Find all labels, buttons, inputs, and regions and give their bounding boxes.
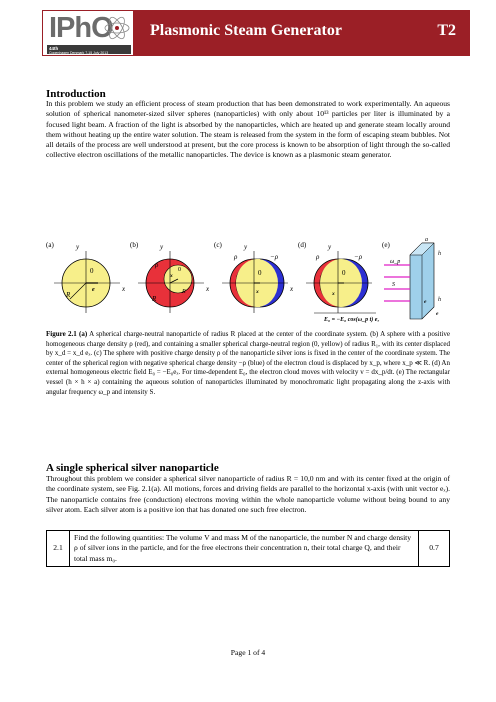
page-number: Page 1 of 4 [230,648,266,657]
panel-d [306,243,379,323]
svg-text:e: e [424,299,427,305]
logo-subtitle: Copenhagen Denmark 7-15 July 2013 [49,51,109,55]
figure-caption [46,330,450,397]
panel-b [138,243,210,313]
section-heading: A single spherical silver nanoparticle [46,462,219,474]
page-title: Plasmonic Steam Generator [150,22,342,39]
svg-text:0: 0 [178,267,181,273]
svg-text:y: y [328,243,332,251]
intro-heading: Introduction [46,88,106,100]
task-number: T2 [437,22,456,39]
svg-text:e: e [436,311,439,317]
svg-text:y: y [76,243,80,251]
logo-edition: 44th [49,46,59,51]
question-row [47,531,450,567]
section-paragraph: Throughout this problem we consider a spherical silver nanoparticle of radius R = 10,0 nm and with its center fixed at the origin of the coordinate system, see Fig. 2.1(a). All motions, forces and driving fields are parallel to the horizontal x-axis (with unit vector eₓ). The nanoparticle contains free (conduction) electrons moving within the whole nanoparticle volume without being bound to any silver atom. Each silver atom is a positive ion that has donated one such free electron. [46,474,450,514]
svg-text:x: x [332,291,335,297]
panel-label-a: (a) [46,241,54,249]
svg-text:R: R [182,289,186,295]
caption-label: Figure 2.1 (a) [46,330,88,338]
svg-text:x: x [290,285,294,293]
svg-text:ρ: ρ [155,261,159,269]
svg-text:ω_p: ω_p [390,259,401,265]
svg-text:−ρ: −ρ [270,253,279,261]
svg-text:0: 0 [342,269,346,277]
question-points: 0.7 [419,531,450,567]
figure-2-1 [46,235,446,325]
svg-text:x: x [170,273,173,279]
svg-text:x: x [256,289,259,295]
svg-text:y: y [160,243,164,251]
question-text: Find the following quantities: The volume V and mass M of the nanoparticle, the number N and charge density ρ of silver ions in the particle, and for the free electrons their concentration n, their total charge Q, and their total mass m₀. [70,531,419,567]
question-number: 2.1 [47,531,70,567]
svg-text:h: h [438,297,441,303]
svg-text:e: e [92,287,95,293]
panel-label-e: (e) [382,241,390,249]
panel-label-c: (c) [214,241,222,249]
svg-text:S: S [392,282,395,288]
logo-text: IPhO [49,12,113,44]
panel-c [222,243,294,313]
panel-a [54,243,126,313]
panel-label-d: (d) [298,241,307,249]
svg-text:0: 0 [90,267,94,275]
svg-text:ρ: ρ [234,253,238,261]
atom-icon [103,14,131,42]
svg-text:a: a [425,237,428,243]
svg-text:0: 0 [258,269,262,277]
caption-text: A spherical charge-neutral nanoparticle of radius R placed at the center of the coordinate system. (b) A sphere with a positive homogeneous charge density ρ (red), and containing a smaller spherical charge-neutral region (0, yellow) of radius R₁, with its center displaced by x_d = x_d eₓ. (c) The sphere with positive charge density ρ of the nanoparticle silver ions is fixed in the center of the coordinate system. The center of the spherical region with negative spherical charge density −ρ (blue) of the electron cloud is displaced by x_p, where x_p ≪ R. (d) An external homogeneous electric field E₀ = −E₀eₓ. For time-dependent E₀, the electron cloud moves with velocity v = dx_p/dt. (e) The rectangular vessel (h × h × a) containing the aqueous solution of nanoparticles illuminated by monochromatic light propagating along the z-axis with angular frequency ω_p and intensity S. [46,330,450,396]
intro-paragraph: In this problem we study an efficient process of steam production that has been demonstrated to work experimentally. An aqueous solution of spherical nanometer-sized silver spheres (nanoparticles) with only about 10¹³ particles per liter is illuminated by a focused light beam. A fraction of the light is absorbed by the nanoparticles, which are heated up and generate steam locally around them without heating up the entire water solution. The steam is released from the system in the form of escaping steam bubbles. Not all details of the process are well understood at present, but the core process is known to be absorption of light through the so-called collective electron oscillations of the metallic nanoparticles. The device is known as a plasmonic steam generator. [46,99,450,160]
svg-text:x: x [122,285,126,293]
svg-text:h: h [438,251,441,257]
svg-text:E₀ = −E₀ cos(ω_p t) eₓ: E₀ = −E₀ cos(ω_p t) eₓ [324,317,380,323]
panel-label-b: (b) [130,241,139,249]
svg-text:R: R [66,291,71,299]
panel-e [384,237,441,319]
svg-text:R: R [152,295,157,303]
svg-text:y: y [244,243,248,251]
svg-text:x: x [206,285,210,293]
question-table [46,530,450,567]
svg-text:ρ: ρ [316,253,320,261]
svg-text:−ρ: −ρ [354,253,363,261]
header-banner [42,10,470,56]
ipho-logo [42,10,134,56]
